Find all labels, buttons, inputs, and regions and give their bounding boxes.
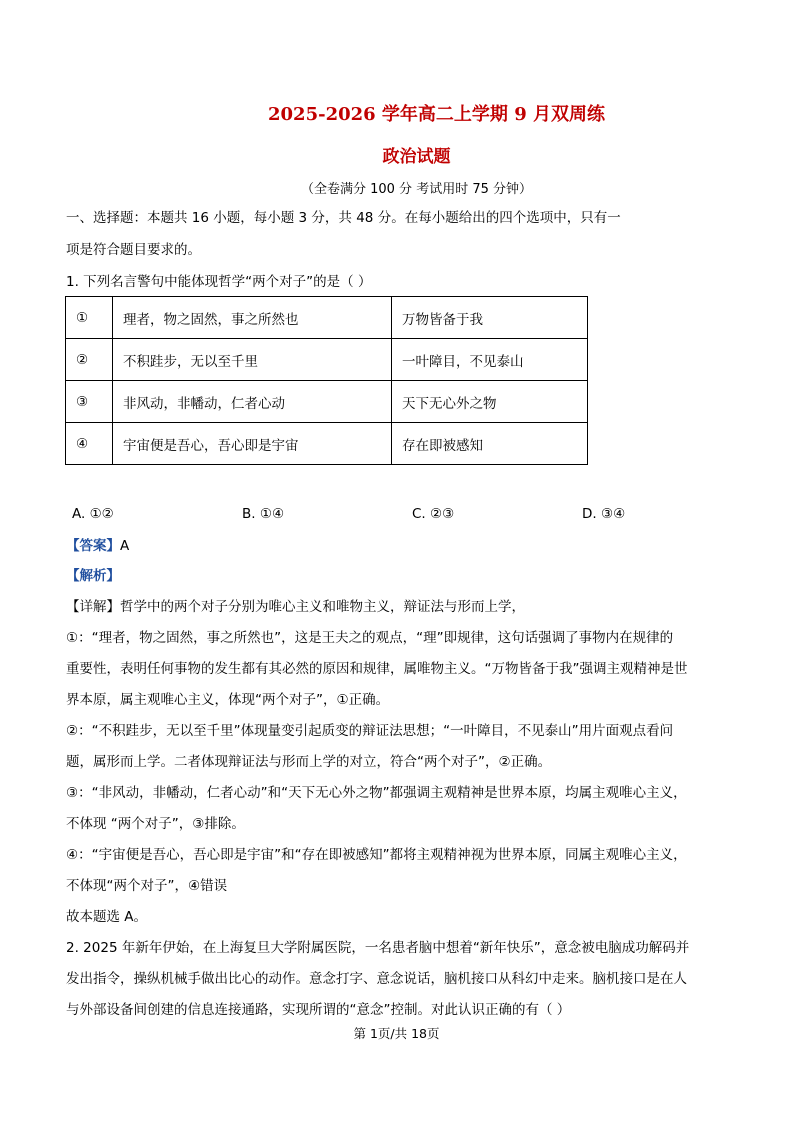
row-number: ④ [66,423,113,465]
row-number: ③ [66,381,113,423]
analysis-text-line: 界本原，属主观唯心主义，体现“两个对子”，①正确。 [66,692,390,708]
row-number: ② [66,339,113,381]
question-2-line: 2. 2025 年新年伊始，在上海复旦大学附属医院，一名患者脑中想着“新年快乐”，意念被电脑成功解码并 [66,940,690,956]
analysis-text-line: 重要性，表明任何事物的发生都有其必然的原因和规律，属唯物主义。“万物皆备于我”强调主观精神是世 [66,661,688,677]
question-2-line: 发出指令，操纵机械手做出比心的动作。意念打字、意念说话，脑机接口从科幻中走来。脑机接口是在人 [66,971,687,987]
detail-tag: 【详解】 [66,599,120,615]
quote-cell: 宇宙便是吾心，吾心即是宇宙 [113,423,392,465]
table-row [66,297,588,339]
answer-tag: 【答案】 [66,538,120,554]
analysis-text-line: 不体现 “两个对子”，③排除。 [66,816,245,832]
quote-cell: 一叶障目，不见泰山 [392,339,588,381]
table-row [66,381,588,423]
quote-cell: 不积跬步，无以至千里 [113,339,392,381]
analysis-text-line: ①：“理者，物之固然，事之所然也”，这是王夫之的观点，“理”即规律，这句话强调了事物内在规律的 [66,630,674,646]
option-d: D. ③④ [582,506,626,522]
analysis-text-line: ③：“非风动，非幡动，仁者心动”和“天下无心外之物”都强调主观精神是世界本原，均属主观唯心主义， [66,785,687,801]
conclusion-line: 故本题选 A。 [66,909,148,925]
quote-cell: 存在即被感知 [392,423,588,465]
table-row [66,339,588,381]
quote-cell: 理者，物之固然，事之所然也 [113,297,392,339]
option-c: C. ②③ [412,506,455,522]
analysis-text-line: 不体现“两个对子”，④错误 [66,878,228,894]
exam-title: 2025-2026 学年高二上学期 9 月双周练 [268,104,605,125]
section-instruction-line-1: 一、选择题：本题共 16 小题，每小题 3 分，共 48 分。在每小题给出的四个选项中，只有一 [66,210,621,226]
option-b: B. ①④ [242,506,285,522]
row-number: ① [66,297,113,339]
option-a: A. ①② [72,506,114,522]
detail-text: 哲学中的两个对子分别为唯心主义和唯物主义，辩证法与形而上学， [120,599,525,615]
quote-cell: 天下无心外之物 [392,381,588,423]
analysis-tag: 【解析】 [66,568,120,584]
answer-line [66,536,746,556]
detail-line [66,597,746,617]
analysis-text-line: ④：“宇宙便是吾心，吾心即是宇宙”和“存在即被感知”都将主观精神视为世界本原，同属主观唯心主义， [66,847,687,863]
analysis-text-line: ②：“不积跬步，无以至千里”体现量变引起质变的辩证法思想；“一叶障目，不见泰山”用片面观点看问 [66,723,674,739]
section-instruction-line-2: 项是符合题目要求的。 [66,242,201,258]
answer-value: A [120,538,130,554]
table-row [66,423,588,465]
exam-subject: 政治试题 [382,147,451,167]
analysis-line [66,566,746,586]
quote-cell: 非风动，非幡动，仁者心动 [113,381,392,423]
question-1-table [65,296,588,465]
quote-cell: 万物皆备于我 [392,297,588,339]
question-2-line: 与外部设备间创建的信息连接通路，实现所谓的“意念”控制。对此认识正确的有（ ） [66,1002,571,1018]
question-1-stem: 1. 下列名言警句中能体现哲学“两个对子”的是（ ） [66,274,372,290]
page-footer: 第 1页/共 18页 [353,1026,440,1041]
analysis-text-line: 题，属形而上学。二者体现辩证法与形而上学的对立，符合“两个对子”，②正确。 [66,754,552,770]
exam-info: （全卷满分 100 分 考试用时 75 分钟） [300,182,533,197]
